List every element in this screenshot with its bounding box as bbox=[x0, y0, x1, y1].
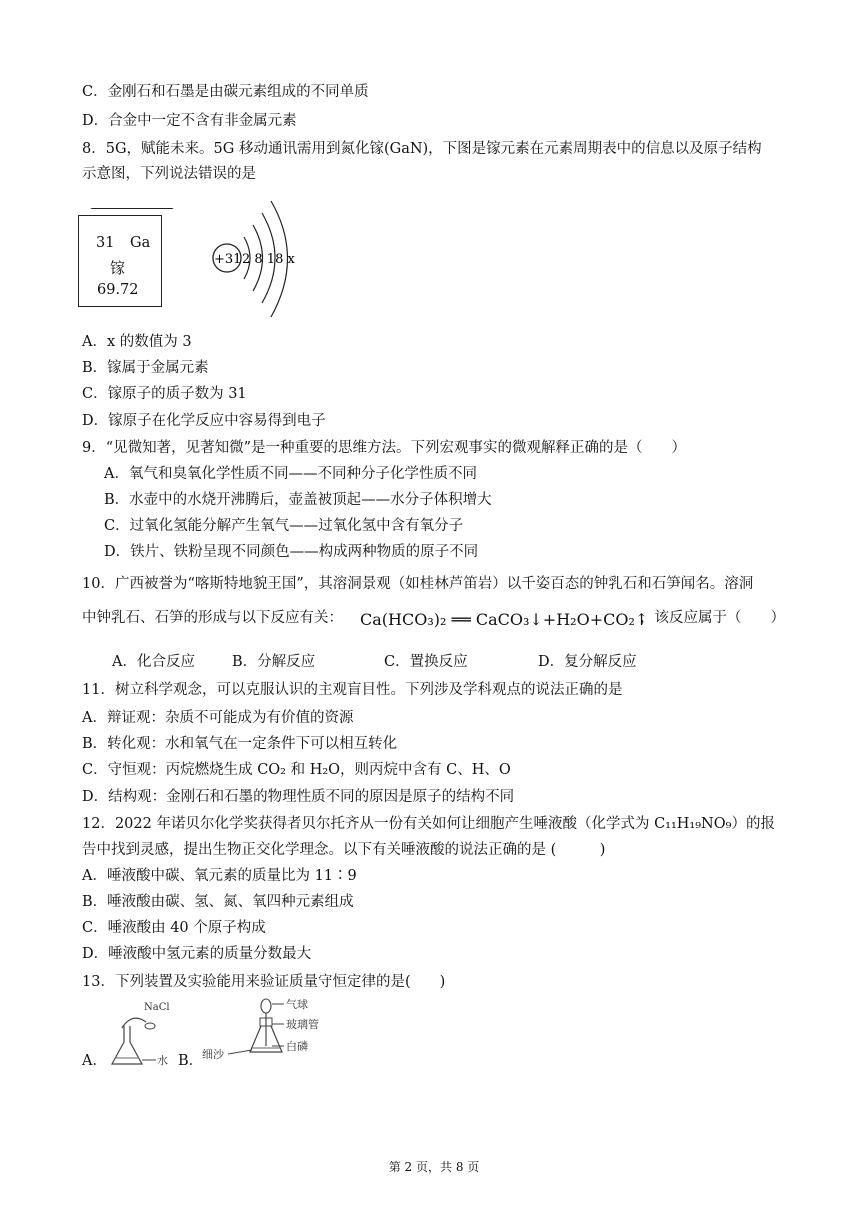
q8-option-d: D．镓原子在化学反应中容易得到电子 bbox=[82, 413, 326, 429]
q11-option-a: A．辩证观：杂质不可能成为有价值的资源 bbox=[82, 710, 354, 726]
apparatus-b-figure bbox=[198, 996, 338, 1064]
page-footer: 第 2 页，共 8 页 bbox=[388, 1160, 480, 1174]
q12-stem-line1: 12．2022 年诺贝尔化学奖获得者贝尔托齐从一份有关如何让细胞产生唾液酸（化学式为 C₁₁H₁₉NO₉）的报 bbox=[82, 816, 775, 832]
atomic-mass: 69.72 bbox=[97, 282, 139, 298]
q12-option-b: B．唾液酸由碳、氢、氮、氧四种元素组成 bbox=[82, 894, 354, 910]
q10-stem-line1: 10．广西被誉为“喀斯特地貌王国”，其溶洞景观（如桂林芦笛岩）以千姿百态的钟乳石和石笋闻名。溶洞 bbox=[82, 576, 754, 592]
label-tube: 玻璃管 bbox=[286, 1018, 319, 1031]
nucleus-charge: +31 bbox=[214, 252, 242, 267]
q12-option-c: C．唾液酸由 40 个原子构成 bbox=[82, 920, 266, 936]
q7-option-d: D．合金中一定不含有非金属元素 bbox=[82, 113, 297, 129]
label-sand: 细沙 bbox=[202, 1048, 224, 1061]
q12-stem-line2: 告中找到灵感，提出生物正交化学理念。以下有关唾液酸的说法正确的是 ( ) bbox=[82, 842, 606, 858]
atomic-number: 31 bbox=[96, 235, 115, 251]
q10-option-b: B．分解反应 bbox=[232, 654, 316, 670]
q10-stem-line3: ，该反应属于（ ） bbox=[640, 610, 785, 626]
element-name: 镓 bbox=[110, 259, 126, 277]
q11-option-c: C．守恒观：丙烷燃烧生成 CO₂ 和 H₂O，则丙烷中含有 C、H、O bbox=[82, 762, 511, 778]
q12-option-a: A．唾液酸中碳、氧元素的质量比为 11∶9 bbox=[82, 868, 357, 884]
q9-option-d: D．铁片、铁粉呈现不同颜色——构成两种物质的原子不同 bbox=[104, 544, 479, 560]
q8-stem-line2: 示意图，下列说法错误的是 bbox=[82, 166, 256, 182]
label-water: 水 bbox=[157, 1054, 168, 1067]
q8-option-a: A．x 的数值为 3 bbox=[82, 334, 192, 350]
q11-stem: 11．树立科学观念，可以克服认识的主观盲目性。下列涉及学科观点的说法正确的是 bbox=[82, 682, 623, 698]
q9-option-a: A．氧气和臭氧化学性质不同——不同种分子化学性质不同 bbox=[104, 466, 477, 482]
q7-option-c: C．金刚石和石墨是由碳元素组成的不同单质 bbox=[82, 84, 369, 100]
label-phosphorus: 白磷 bbox=[286, 1040, 308, 1053]
q10-stem-line2: 中钟乳石、石笋的形成与以下反应有关： bbox=[82, 610, 343, 626]
q8-stem-line1: 8．5G，赋能未来。5G 移动通讯需用到氮化镓(GaN)，下图是镓元素在元素周期表中的信息以及原子结构 bbox=[82, 141, 762, 157]
reaction-equation: Ca(HCO₃)₂ ══ CaCO₃↓+H₂O+CO₂↑ bbox=[360, 610, 649, 629]
q13-stem: 13．下列装置及实验能用来验证质量守恒定律的是( ) bbox=[82, 974, 446, 990]
label-nacl: NaCl bbox=[144, 1002, 170, 1013]
q12-option-d: D．唾液酸中氢元素的质量分数最大 bbox=[82, 946, 312, 962]
q10-option-d: D．复分解反应 bbox=[538, 654, 637, 670]
atomic-structure-diagram bbox=[200, 195, 310, 325]
apparatus-a-figure bbox=[104, 998, 174, 1070]
q13-option-a: A． bbox=[82, 1053, 107, 1069]
q13-option-b: B． bbox=[178, 1053, 204, 1069]
q10-option-a: A．化合反应 bbox=[112, 654, 195, 670]
q11-option-b: B．转化观：水和氧气在一定条件下可以相互转化 bbox=[82, 736, 398, 752]
q11-option-d: D．结构观：金刚石和石墨的物理性质不同的原因是原子的结构不同 bbox=[82, 789, 515, 805]
q9-option-c: C．过氧化氢能分解产生氧气——过氧化氢中含有氧分子 bbox=[104, 518, 464, 534]
label-balloon: 气球 bbox=[286, 998, 308, 1011]
q8-option-b: B．镓属于金属元素 bbox=[82, 360, 209, 376]
q9-stem: 9．“见微知著，见著知微”是一种重要的思维方法。下列宏观事实的微观解释正确的是（ ） bbox=[82, 440, 687, 456]
q9-option-b: B．水壶中的水烧开沸腾后，壶盖被顶起——水分子体积增大 bbox=[104, 492, 492, 508]
leader-sand bbox=[228, 1050, 252, 1054]
q10-option-c: C．置换反应 bbox=[384, 654, 468, 670]
element-symbol: Ga bbox=[130, 235, 151, 251]
spoon-bowl bbox=[145, 1023, 155, 1029]
shell-electrons: 2 8 18 x bbox=[242, 252, 295, 267]
spoon-handle bbox=[122, 1018, 146, 1028]
q8-option-c: C．镓原子的质子数为 31 bbox=[82, 386, 247, 402]
balloon bbox=[261, 999, 271, 1013]
